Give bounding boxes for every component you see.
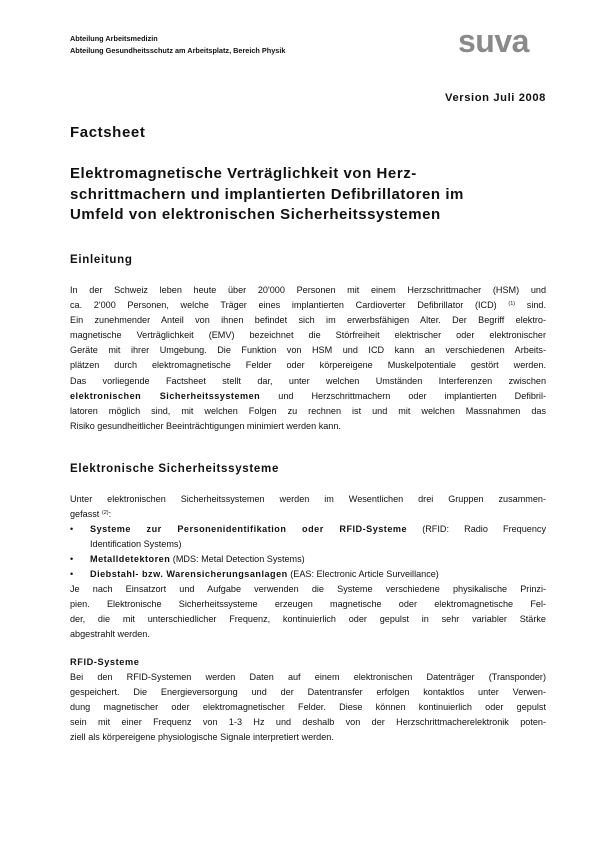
intro-line: latoren möglich sind, mit welchen Folgen zu rechnen ist und mit welchen Massnahmen das <box>70 405 546 416</box>
title-line-3: Umfeld von elektronischen Sicherheitssystemen <box>70 206 441 223</box>
bullet-icon: • <box>70 524 74 534</box>
systems-intro-line: gefasst $^{(2)}$: <box>70 509 112 520</box>
document-title <box>70 164 550 226</box>
systems-line: pien. Elektronische Sicherheitssysteme erzeugen magnetische oder elektromagnetische Fel- <box>70 599 546 610</box>
rfid-line: sein mit einer Frequenz von 1-3 Hz und deshalb von der Herzschrittmacherelektronik poten- <box>70 717 546 728</box>
intro-line: In der Schweiz leben heute über 20'000 Personen mit einem Herzschrittmacher (HSM) und <box>70 285 546 295</box>
intro-line: Das vorliegende Factsheet stellt dar, unter welchen Umständen Interferenzen zwischen <box>70 375 546 386</box>
title-line-1: Elektromagnetische Verträglichkeit von Herz- <box>70 165 417 182</box>
intro-line: Risiko gesundheitlicher Beeinträchtigungen minimiert werden kann. <box>70 420 341 431</box>
systems-intro <box>70 492 546 522</box>
department-line-2: Abteilung Gesundheitsschutz am Arbeitsplatz, Bereich Physik <box>70 46 286 55</box>
rfid-paragraph <box>70 670 546 745</box>
bullet-icon: • <box>70 569 74 579</box>
intro-line: ca. 2'000 Personen, welche Träger eines implantierten Cardioverter Defibrillator (ICD) $^{(1)}$ sind. <box>70 300 546 311</box>
footnote-ref: (1) <box>508 301 516 308</box>
footnote-ref: (2) <box>101 510 109 517</box>
title-line-2: schrittmachern und implantierten Defibrillatoren im <box>70 185 464 203</box>
systems-line: Je nach Einsatzort und Aufgabe verwenden die Systeme verschiedene physikalische Prinzi- <box>70 584 546 594</box>
intro-paragraph <box>70 283 546 434</box>
document-page: Abteilung Arbeitsmedizin Abteilung Gesundheitsschutz am Arbeitsplatz, Bereich Physik suva Version Juli 2008 Factsheet Elektromagnetische Verträglichkeit von Herz- schrittmachern und implantierten Defibrillatoren im Umfeld von elektronischen Sicherheitssystemen Einleitung In der Schweiz leben heute über 20'000 Personen mit einem Herzschrittmacher (HSM) und ca. 2'000 Personen, welche Träger eines implantierten Cardioverter Defibrillator (ICD) $^{(1)}$ sind. Ein zunehmender Anteil von ihnen befindet sich im erwerbsfähigen Alter. Der Begriff elektro- magnetische Verträglichkeit (EMV) bezeichnet die Störfreiheit elektrischer oder elektronischer Geräte mit ihrer Umgebung. Die Funktion von HSM und ICD kann an verschiedenen Arbeits- plätzen durch elektromagnetische Felder oder körpereigene Muskelpotentiale gestört werden. Das vorliegende Factsheet stellt dar, unter welchen Umständen Interferenzen zwischen elektronischen Sicherheitssystemen und Herzschrittmachern oder implantierten Defibril- latoren möglich sind, mit welchen Folgen zu rechnen ist und mit welchen Massnahmen das Risiko gesundheitlicher Beeinträchtigungen minimiert werden kann. Elektronische Sicherheitssysteme Unter elektronischen Sicherheitssystemen werden im Wesentlichen drei Gruppen zusammen- gefasst $^{(2)}$: • Systeme zur Personenidentifikation oder RFID-Systeme (RFID: Radio Frequency Identification Systems) • Metalldetektoren (MDS: Metal Detection Systems) • Diebstahl- bzw. Warensicherungsanlagen (EAS: Electronic Article Surveillance) Je nach Einsatzort und Aufgabe verwenden die Systeme verschiedene physikalische Prinzi- pien. Elektronische Sicherheitssysteme erzeugen magnetische oder elektromagnetische Fel- der, die mit unterschiedlicher Frequenz, kontinuierlich oder gepulst in sehr variabler Stärke abgestrahlt werden. RFID-Systeme Bei den RFID-Systemen werden Daten auf einem elektronischen Datenträger (Transponder) gespeichert. Die Energieversorgung und der Datentransfer erfolgen kontaktlos unter Verwen- dung magnetischer oder elektromagnetischer Felder. Diese können kontinuierlich oder gepulst sein mit einer Frequenz von 1-3 Hz und deshalb von der Herzschrittmacherelektronik poten- ziell als körpereigene physiologische Signale interpretiert werden. <box>0 0 595 842</box>
systems-paragraph <box>70 582 546 642</box>
intro-line: elektronischen Sicherheitssystemen und Herzschrittmachern oder implantierten Defibril- <box>70 390 546 401</box>
suva-logo: suva <box>458 23 529 59</box>
systems-line: abgestrahlt werden. <box>70 629 150 640</box>
version-label: Version Juli 2008 <box>445 92 546 104</box>
rfid-heading: RFID-Systeme <box>70 657 140 667</box>
rfid-line: dung magnetischer oder elektromagnetischer Felder. Diese können kontinuierlich oder gepulst <box>70 702 546 713</box>
systems-intro-line: Unter elektronischen Sicherheitssystemen werden im Wesentlichen drei Gruppen zusammen- <box>70 494 546 504</box>
rfid-line: Bei den RFID-Systemen werden Daten auf einem elektronischen Datenträger (Transponder) <box>70 672 546 682</box>
intro-line: Ein zunehmender Anteil von ihnen befindet sich im erwerbsfähigen Alter. Der Begriff elektro- <box>70 315 546 326</box>
intro-line: plätzen durch elektromagnetische Felder oder körpereigene Muskelpotentiale gestört werden. <box>70 360 546 371</box>
department-line-1: Abteilung Arbeitsmedizin <box>70 34 158 43</box>
systems-heading: Elektronische Sicherheitssysteme <box>70 463 280 475</box>
rfid-line: gespeichert. Die Energieversorgung und der Datentransfer erfolgen kontaktlos unter Verwen- <box>70 687 546 698</box>
intro-line: Geräte mit ihrer Umgebung. Die Funktion von HSM und ICD kann an verschiedenen Arbeits- <box>70 345 546 356</box>
intro-heading: Einleitung <box>70 254 133 266</box>
doc-type-heading: Factsheet <box>70 124 146 141</box>
systems-line: der, die mit unterschiedlicher Frequenz, kontinuierlich oder gepulst in sehr variabler Stärke <box>70 614 546 625</box>
bullet-icon: • <box>70 554 74 564</box>
intro-line: magnetische Verträglichkeit (EMV) bezeichnet die Störfreiheit elektrischer oder elektronischer <box>70 330 546 341</box>
rfid-line: ziell als körpereigene physiologische Signale interpretiert werden. <box>70 732 334 743</box>
